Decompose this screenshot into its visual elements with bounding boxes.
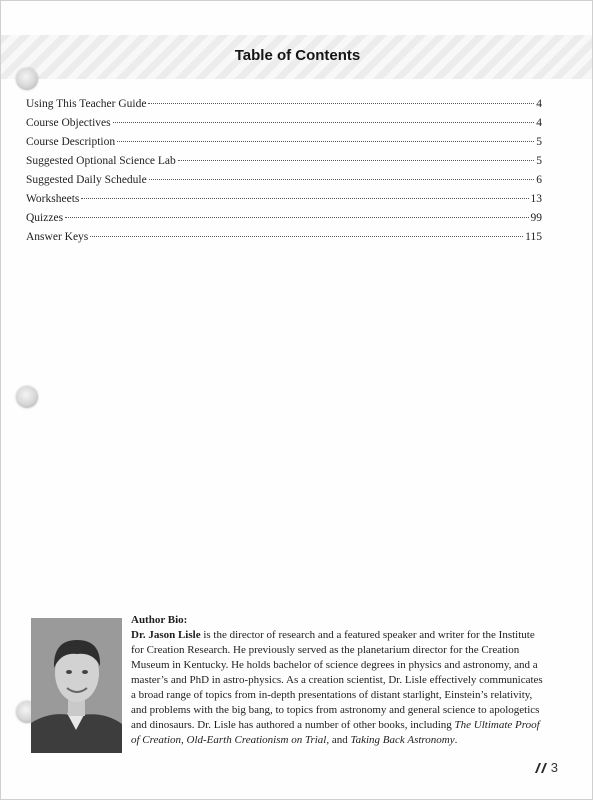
author-photo bbox=[31, 618, 122, 753]
toc-entry[interactable] bbox=[26, 136, 542, 155]
leader-dots bbox=[113, 122, 535, 123]
leader-dots bbox=[65, 217, 528, 218]
bio-end: . bbox=[454, 734, 458, 746]
toc-entry[interactable] bbox=[26, 174, 542, 193]
toc-entry-page: 4 bbox=[536, 98, 542, 110]
page-number: 3 bbox=[550, 760, 558, 775]
punch-hole-middle bbox=[16, 386, 38, 408]
toc-entry-label: Quizzes bbox=[26, 212, 64, 224]
toc-entry-page: 115 bbox=[525, 231, 542, 243]
toc-entry[interactable] bbox=[26, 117, 542, 136]
toc-entry-page: 4 bbox=[536, 117, 542, 129]
leader-dots bbox=[117, 141, 534, 142]
toc-entry-label: Course Objectives bbox=[26, 117, 111, 129]
author-bio-text: is the director of research and a featured speaker and writer for the Institute for Creation Research. He previously served as the planetarium director for the Creation Museum in Kentucky. He holds bachelor of science degrees in physics and astronomy, and a master’s and PhD in astro-physics. As a creation scientist, Dr. Lisle effectively communicates a broad range of topics from in-depth presentations of distant starlight, Einstein’s relativity, and problems with the big bang, to topics from astronomy and general science to apologetics and dinosaurs. Dr. Lisle has authored a number of other books, including bbox=[131, 629, 543, 731]
toc-entry-page: 99 bbox=[530, 212, 542, 224]
leader-dots bbox=[149, 179, 535, 180]
page-title: Table of Contents bbox=[234, 47, 361, 64]
author-bio bbox=[131, 613, 549, 748]
toc-entry-label: Answer Keys bbox=[26, 231, 89, 243]
toc-entry[interactable] bbox=[26, 193, 542, 212]
toc-entry-page: 5 bbox=[536, 136, 542, 148]
toc-entry[interactable] bbox=[26, 212, 542, 231]
bio-connector: and bbox=[329, 734, 351, 746]
toc-entry-label: Suggested Daily Schedule bbox=[26, 174, 147, 186]
book-title-1: The Ultimate Proof of Creation, Old-Earth Creationism on Trial, bbox=[131, 719, 540, 746]
leader-dots bbox=[90, 236, 523, 237]
toc-entry-page: 5 bbox=[536, 155, 542, 167]
punch-hole-top bbox=[16, 68, 38, 90]
publisher-logo-icon bbox=[533, 762, 549, 774]
author-portrait bbox=[31, 618, 122, 753]
leader-dots bbox=[81, 198, 528, 199]
page-footer bbox=[533, 760, 558, 775]
leader-dots bbox=[148, 103, 534, 104]
toc-entry-label: Worksheets bbox=[26, 193, 80, 205]
author-bio-heading: Author Bio: bbox=[131, 614, 188, 626]
toc-entry[interactable] bbox=[26, 231, 542, 250]
toc-entry-label: Using This Teacher Guide bbox=[26, 98, 147, 110]
leader-dots bbox=[178, 160, 534, 161]
toc-entry-label: Course Description bbox=[26, 136, 116, 148]
toc-entry-label: Suggested Optional Science Lab bbox=[26, 155, 176, 167]
toc-entry[interactable] bbox=[26, 98, 542, 117]
toc-list bbox=[26, 98, 542, 250]
author-name: Dr. Jason Lisle bbox=[131, 629, 201, 641]
toc-entry[interactable] bbox=[26, 155, 542, 174]
book-title-2: Taking Back Astronomy bbox=[350, 734, 455, 746]
toc-entry-page: 6 bbox=[536, 174, 542, 186]
toc-entry-page: 13 bbox=[530, 193, 542, 205]
